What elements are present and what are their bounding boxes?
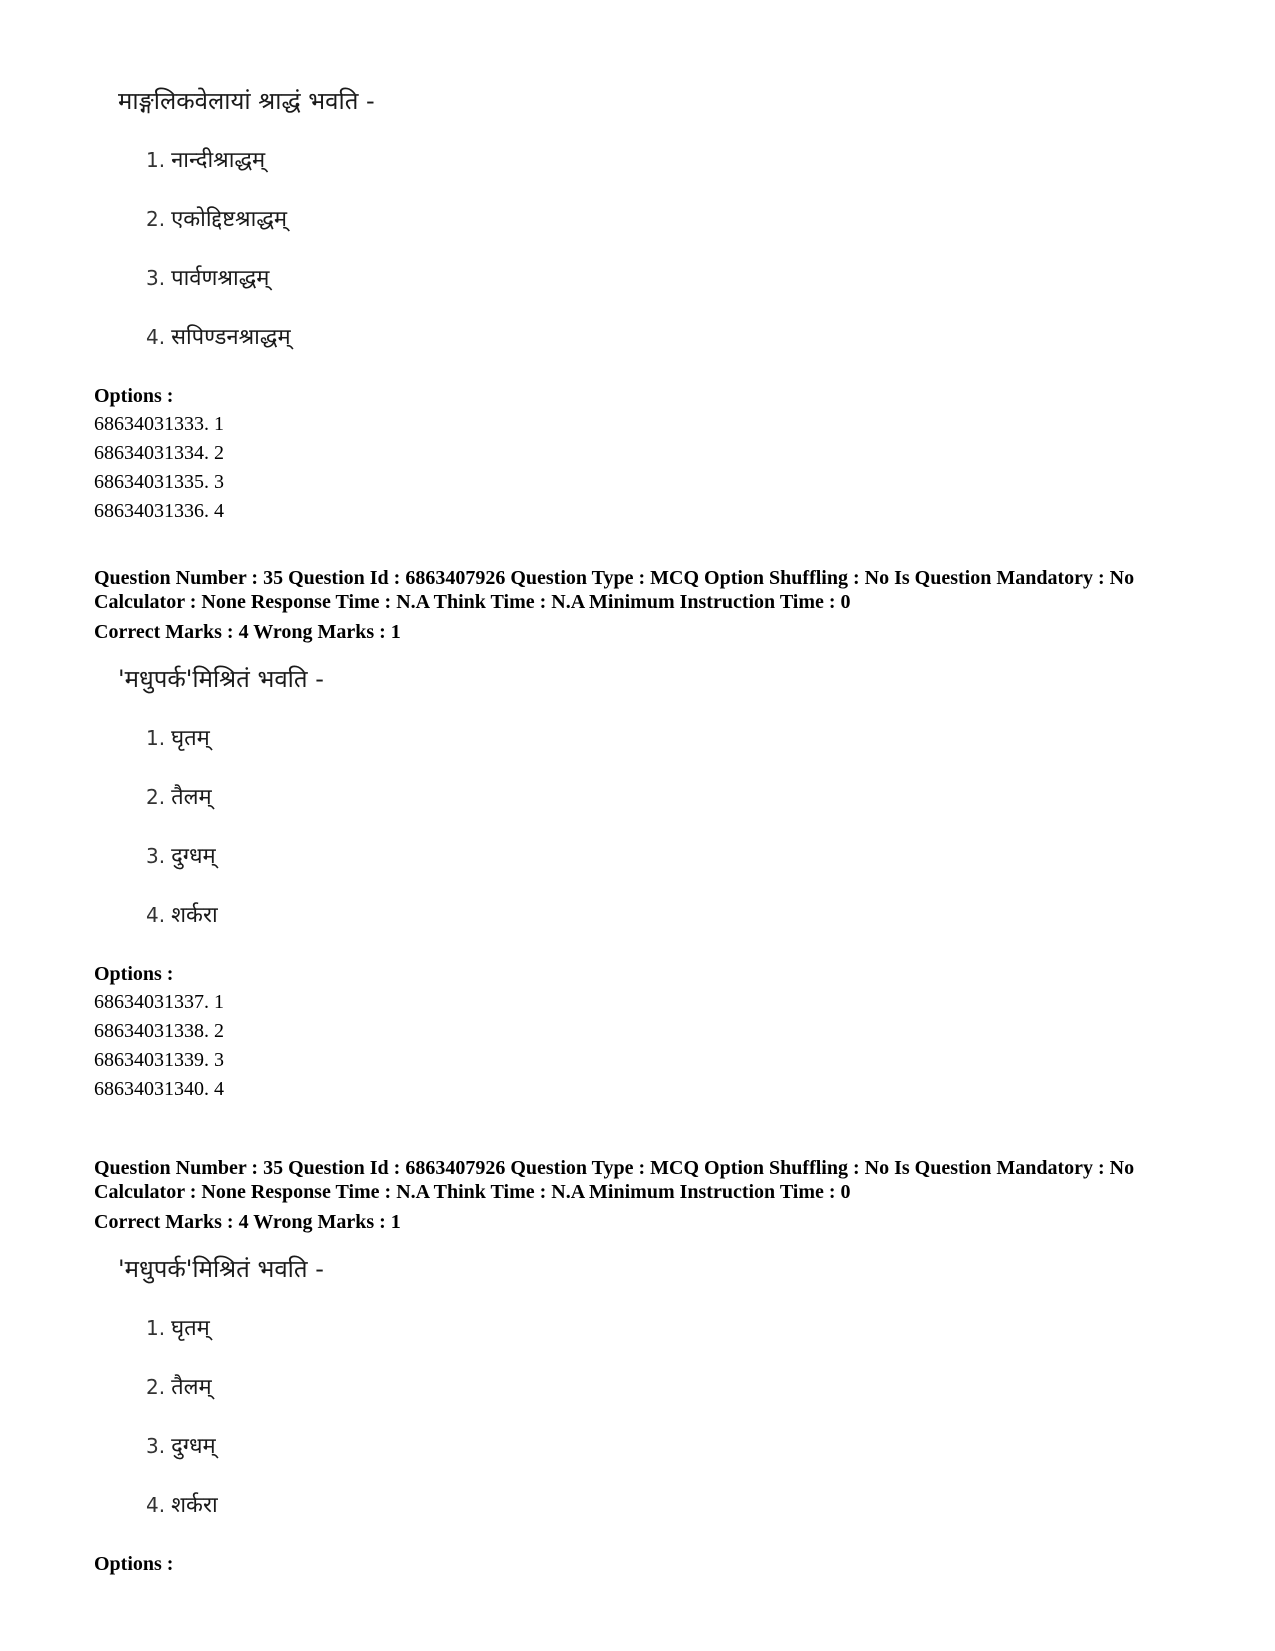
question-choice bbox=[118, 1490, 678, 1520]
choice-number: 4. bbox=[146, 325, 166, 349]
choice-text: दुग्धम् bbox=[171, 844, 216, 869]
choice-number: 1. bbox=[146, 148, 166, 172]
question-stem: माङ्गलिकवेलायां श्राद्धं भवति - bbox=[118, 87, 375, 115]
question-choice bbox=[118, 204, 678, 234]
question-stem: 'मधुपर्क'मिश्रितं भवति - bbox=[118, 665, 324, 693]
options-list bbox=[94, 1550, 1214, 1578]
option-item: 68634031335. 3 bbox=[94, 471, 224, 493]
question-image bbox=[118, 664, 678, 930]
options-list bbox=[94, 960, 1214, 1104]
choice-text: नान्दीश्राद्धम् bbox=[171, 148, 266, 173]
choice-text: एकोद्दिष्टश्राद्धम् bbox=[171, 207, 288, 232]
question-block-3 bbox=[94, 1156, 1214, 1578]
choice-number: 4. bbox=[146, 1493, 166, 1517]
question-choice bbox=[118, 145, 678, 175]
question-choice bbox=[118, 322, 678, 352]
options-list bbox=[94, 382, 1214, 526]
option-item: 68634031333. 1 bbox=[94, 413, 224, 435]
options-heading: Options : bbox=[94, 385, 174, 407]
option-item: 68634031340. 4 bbox=[94, 1078, 224, 1100]
choice-number: 3. bbox=[146, 1434, 166, 1458]
option-item: 68634031338. 2 bbox=[94, 1020, 224, 1042]
choice-text: दुग्धम् bbox=[171, 1434, 216, 1459]
question-choice bbox=[118, 1372, 678, 1402]
choice-text: घृतम् bbox=[171, 726, 210, 751]
choice-number: 1. bbox=[146, 1316, 166, 1340]
choice-text: घृतम् bbox=[171, 1316, 210, 1341]
choice-number: 2. bbox=[146, 1375, 166, 1399]
choice-text: शर्करा bbox=[171, 903, 218, 928]
question-block-1 bbox=[94, 86, 1214, 526]
question-choice bbox=[118, 263, 678, 293]
question-choice bbox=[118, 900, 678, 930]
question-stem: 'मधुपर्क'मिश्रितं भवति - bbox=[118, 1255, 324, 1283]
choice-text: तैलम् bbox=[171, 1375, 212, 1400]
question-choice bbox=[118, 723, 678, 753]
choice-text: शर्करा bbox=[171, 1493, 218, 1518]
options-heading: Options : bbox=[94, 963, 174, 985]
option-item: 68634031336. 4 bbox=[94, 500, 224, 522]
option-item: 68634031339. 3 bbox=[94, 1049, 224, 1071]
option-item: 68634031334. 2 bbox=[94, 442, 224, 464]
choice-text: सपिण्डनश्राद्धम् bbox=[171, 325, 291, 350]
question-block-2 bbox=[94, 566, 1214, 1104]
choice-number: 3. bbox=[146, 266, 166, 290]
question-choice bbox=[118, 1313, 678, 1343]
choice-number: 2. bbox=[146, 207, 166, 231]
question-choice bbox=[118, 782, 678, 812]
question-meta: Question Number : 35 Question Id : 6863407926 Question Type : MCQ Option Shuffling : No Is Question Mandatory : No Calculator : None Response Time : N.A Think Time : N.A Minimum Instruction Time : 0 bbox=[94, 1157, 1135, 1203]
question-image bbox=[118, 1254, 678, 1520]
question-meta: Question Number : 35 Question Id : 6863407926 Question Type : MCQ Option Shuffling : No Is Question Mandatory : No Calculator : None Response Time : N.A Think Time : N.A Minimum Instruction Time : 0 bbox=[94, 567, 1135, 613]
choice-number: 3. bbox=[146, 844, 166, 868]
choice-text: तैलम् bbox=[171, 785, 212, 810]
options-heading: Options : bbox=[94, 1553, 174, 1575]
question-choice bbox=[118, 841, 678, 871]
choice-text: पार्वणश्राद्धम् bbox=[171, 266, 270, 291]
question-marks: Correct Marks : 4 Wrong Marks : 1 bbox=[94, 1211, 401, 1233]
choice-number: 1. bbox=[146, 726, 166, 750]
question-choice bbox=[118, 1431, 678, 1461]
choice-number: 4. bbox=[146, 903, 166, 927]
option-item: 68634031337. 1 bbox=[94, 991, 224, 1013]
question-image bbox=[118, 86, 678, 352]
question-marks: Correct Marks : 4 Wrong Marks : 1 bbox=[94, 621, 401, 643]
choice-number: 2. bbox=[146, 785, 166, 809]
